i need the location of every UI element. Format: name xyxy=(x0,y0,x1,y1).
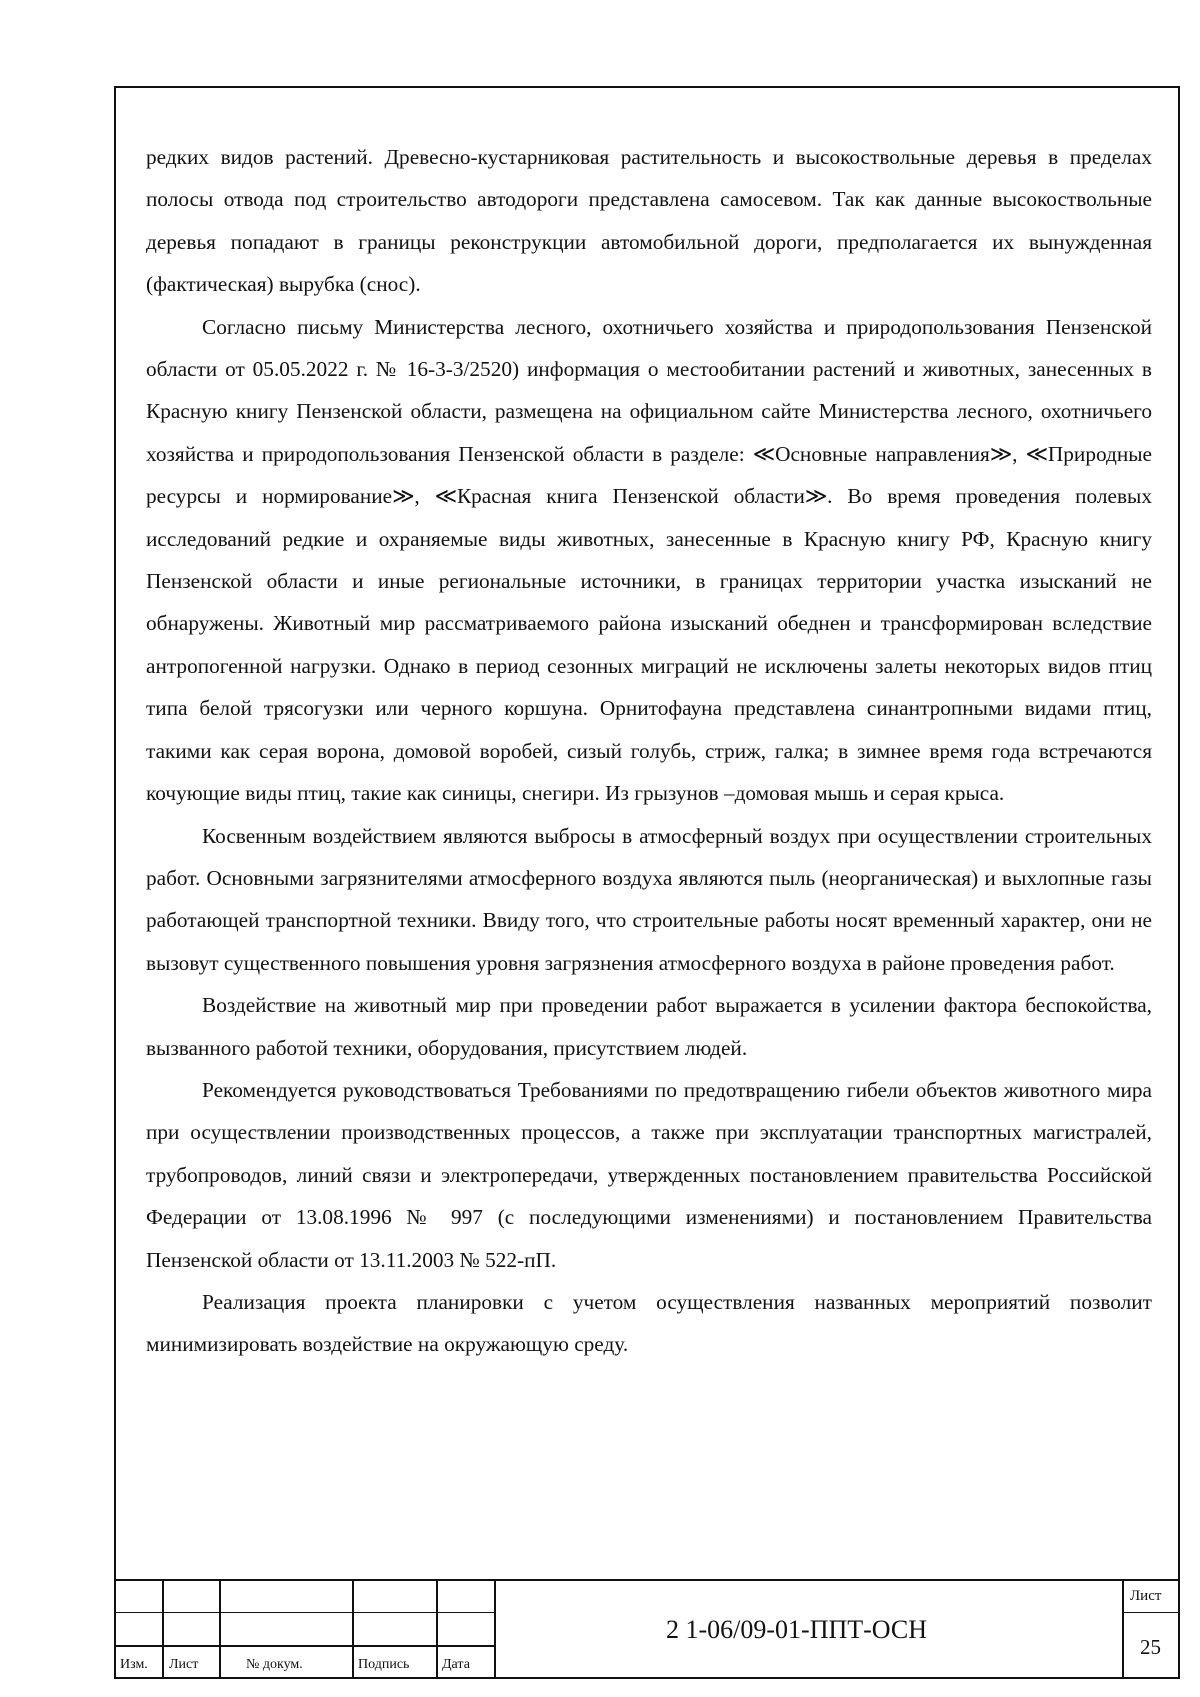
stamp-col-line xyxy=(219,1579,221,1679)
column-label-signature: Подпись xyxy=(358,1657,410,1672)
column-label-date: Дата xyxy=(442,1657,470,1672)
title-block-stamp xyxy=(114,1579,1180,1679)
stamp-col-line xyxy=(1122,1579,1124,1679)
sheet-number: 25 xyxy=(1140,1635,1161,1659)
stamp-col-line xyxy=(352,1579,354,1679)
stamp-top-border xyxy=(114,1579,1180,1581)
paragraph: Согласно письму Министерства лесного, охотничьего хозяйства и природопользования Пензенской области от 05.05.2022 г. № 16-3-3/2520) информация о местообитании растений и животных, занесенных в Красную книгу Пензенской области, размещена на официальном сайте Министерства лесного, охотничьего хозяйства и природопользования Пензенской области в разделе: ≪Основные направления≫, ≪Природные ресурсы и нормирование≫, ≪Красная книга Пензенской области≫. Во время проведения полевых исследований редкие и охраняемые виды животных, занесенные в Красную книгу РФ, Красную книгу Пензенской области и иные региональные источники, в границах территории участка изысканий не обнаружены. Животный мир рассматриваемого района изысканий обеднен и трансформирован вследствие антропогенной нагрузки. Однако в период сезонных миграций не исключены залеты некоторых видов птиц типа белой трясогузки или черного коршуна. Орнитофауна представлена синантропными видами птиц, такими как серая ворона, домовой воробей, сизый голубь, стриж, галка; в зимнее время года встречаются кочующие виды птиц, такие как синицы, снегири. Из грызунов –домовая мышь и серая крыса. xyxy=(146,314,1152,806)
document-body xyxy=(146,136,1152,1366)
stamp-col-line xyxy=(162,1579,164,1679)
paragraph: Реализация проекта планировки с учетом осуществления названных мероприятий позволит минимизировать воздействие на окружающую среду. xyxy=(146,1289,1152,1357)
paragraph: Рекомендуется руководствоваться Требованиями по предотвращению гибели объектов животного мира при осуществлении производственных процессов, а также при эксплуатации транспортных магистралей, трубопроводов, линий связи и электропередачи, утвержденных постановлением правительства Российской Федерации от 13.08.1996 № 997 (с последующими изменениями) и постановлением Правительства Пензенской области от 13.11.2003 № 522-пП. xyxy=(146,1077,1152,1272)
stamp-col-line xyxy=(436,1579,438,1679)
document-code: 2 1-06/09-01-ППТ-ОСН xyxy=(666,1615,928,1644)
stamp-row-line xyxy=(114,1645,496,1647)
paragraph: Косвенным воздействием являются выбросы в атмосферный воздух при осуществлении строительных работ. Основными загрязнителями атмосферного воздуха являются пыль (неорганическая) и выхлопные газы работающей транспортной техники. Ввиду того, что строительные работы носят временный характер, они не вызовут существенного повышения уровня загрязнения атмосферного воздуха в районе проведения работ. xyxy=(146,823,1152,975)
stamp-col-line xyxy=(494,1579,496,1679)
stamp-row-line xyxy=(1122,1612,1180,1613)
column-label-list: Лист xyxy=(169,1657,199,1672)
paragraph: редких видов растений. Древесно-кустарниковая растительность и высокоствольные деревья в пределах полосы отвода под строительство автодороги представлена самосевом. Так как данные высокоствольные деревья попадают в границы реконструкции автомобильной дороги, предполагается их вынужденная (фактическая) вырубка (снос). xyxy=(146,145,1152,297)
paragraph: Воздействие на животный мир при проведении работ выражается в усилении фактора беспокойства, вызванного работой техники, оборудования, присутствием людей. xyxy=(146,993,1152,1060)
column-label-izm: Изм. xyxy=(120,1657,148,1672)
column-label-doc-number: № докум. xyxy=(246,1657,303,1672)
sheet-label: Лист xyxy=(1130,1588,1162,1604)
stamp-row-line xyxy=(114,1612,496,1613)
